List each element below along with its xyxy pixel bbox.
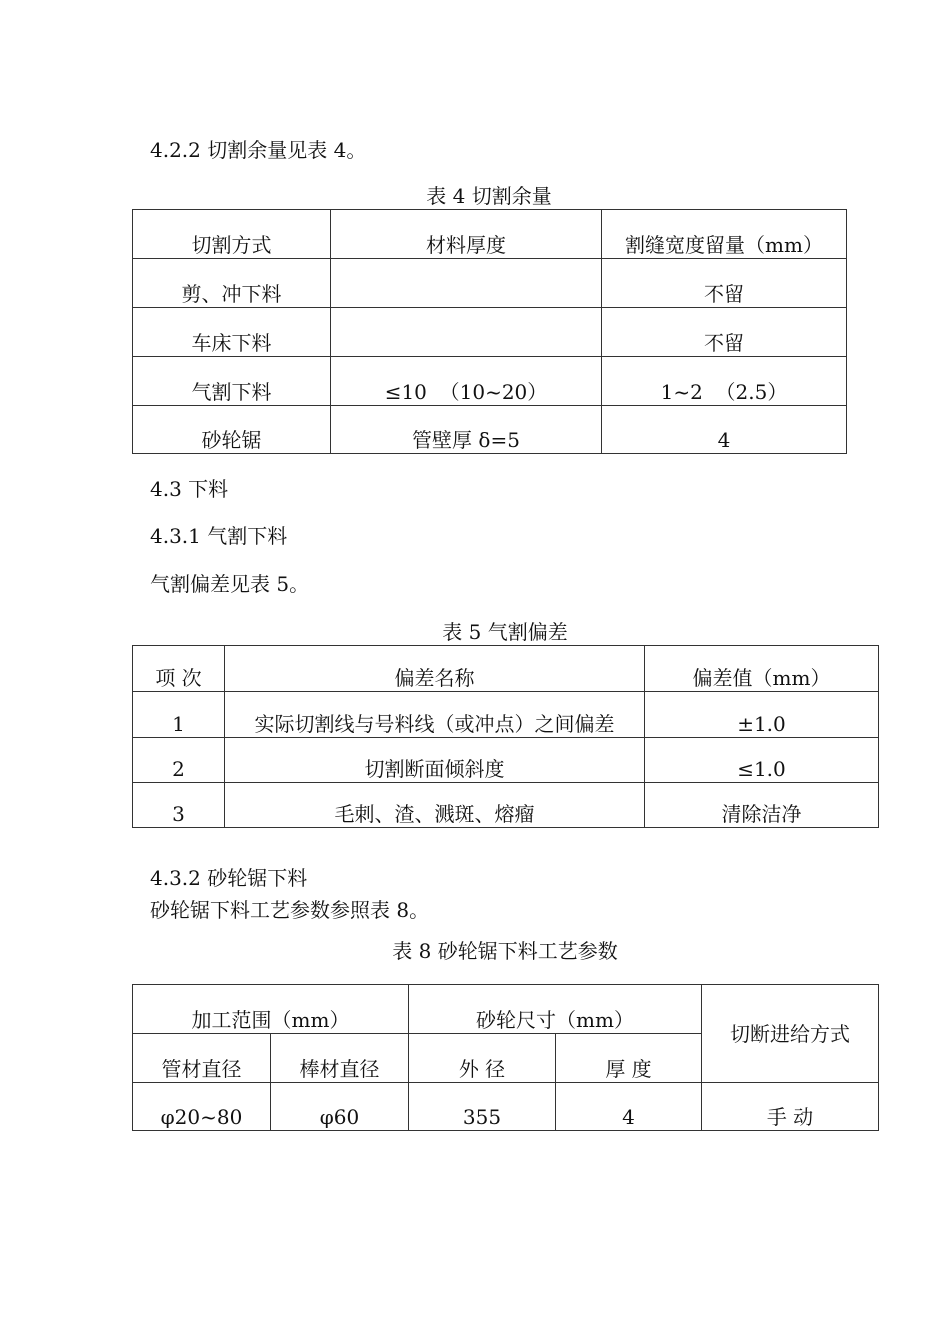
table-row: [133, 738, 879, 783]
header-cell: 偏差值（mm）: [645, 646, 879, 692]
header-cell: 管材直径: [133, 1034, 271, 1083]
table-cell: 355: [409, 1083, 556, 1131]
table-cell: [331, 259, 602, 308]
table-cell: 气割下料: [133, 357, 331, 406]
table-cell: 1: [133, 692, 225, 738]
table-cell: 不留: [602, 259, 847, 308]
header-cell: 切断进给方式: [702, 985, 879, 1083]
table-cell: 车床下料: [133, 308, 331, 357]
table-row: [133, 692, 879, 738]
table-row: [133, 259, 847, 308]
section-heading-4-3-2: 4.3.2 砂轮锯下料: [150, 866, 308, 890]
table-cell: ±1.0: [645, 692, 879, 738]
header-cell: 偏差名称: [225, 646, 645, 692]
table-8-abrasive-saw-parameters: [132, 984, 879, 1131]
section-heading-4-3-1: 4.3.1 气割下料: [150, 524, 288, 548]
table-cell: 毛刺、渣、溅斑、熔瘤: [225, 783, 645, 828]
header-cell: 外 径: [409, 1034, 556, 1083]
table-cell: 2: [133, 738, 225, 783]
table-cell: 剪、冲下料: [133, 259, 331, 308]
section-heading-4-3: 4.3 下料: [150, 477, 229, 501]
table-row: [133, 783, 879, 828]
header-cell: 切割方式: [133, 210, 331, 259]
table-cell: 管壁厚 δ=5: [331, 406, 602, 454]
header-cell: 棒材直径: [271, 1034, 409, 1083]
table-4-caption: 表 4 切割余量: [426, 184, 552, 208]
paragraph-4-3-1: 气割偏差见表 5。: [150, 572, 310, 596]
table-cell: 1~2 （2.5）: [602, 357, 847, 406]
table-cell: 3: [133, 783, 225, 828]
header-cell: 材料厚度: [331, 210, 602, 259]
table-cell: 切割断面倾斜度: [225, 738, 645, 783]
header-cell: 砂轮尺寸（mm）: [409, 985, 702, 1034]
table-cell: φ60: [271, 1083, 409, 1131]
table-cell: ≤10 （10~20）: [331, 357, 602, 406]
table-cell: φ20~80: [133, 1083, 271, 1131]
table-cell: 4: [556, 1083, 702, 1131]
table-cell: 4: [602, 406, 847, 454]
table-8-caption: 表 8 砂轮锯下料工艺参数: [392, 939, 618, 963]
table-row: [133, 357, 847, 406]
table-header-row: [133, 646, 879, 692]
header-cell: 割缝宽度留量（mm）: [602, 210, 847, 259]
table-row: [133, 406, 847, 454]
table-cell: 不留: [602, 308, 847, 357]
table-5-cutting-deviation: [132, 645, 879, 828]
table-cell: [331, 308, 602, 357]
table-row: [133, 308, 847, 357]
table-cell: 清除洁净: [645, 783, 879, 828]
table-row: [133, 1083, 879, 1131]
table-cell: 砂轮锯: [133, 406, 331, 454]
header-cell: 加工范围（mm）: [133, 985, 409, 1034]
paragraph-4-3-2: 砂轮锯下料工艺参数参照表 8。: [150, 898, 430, 922]
table-4-cutting-allowance: [132, 209, 847, 454]
header-cell: 项 次: [133, 646, 225, 692]
table-header-row: [133, 210, 847, 259]
section-heading-4-2-2: 4.2.2 切割余量见表 4。: [150, 138, 367, 162]
table-header-row: [133, 985, 879, 1034]
table-cell: 手 动: [702, 1083, 879, 1131]
table-cell: 实际切割线与号料线（或冲点）之间偏差: [225, 692, 645, 738]
table-cell: ≤1.0: [645, 738, 879, 783]
header-cell: 厚 度: [556, 1034, 702, 1083]
table-5-caption: 表 5 气割偏差: [442, 620, 568, 644]
